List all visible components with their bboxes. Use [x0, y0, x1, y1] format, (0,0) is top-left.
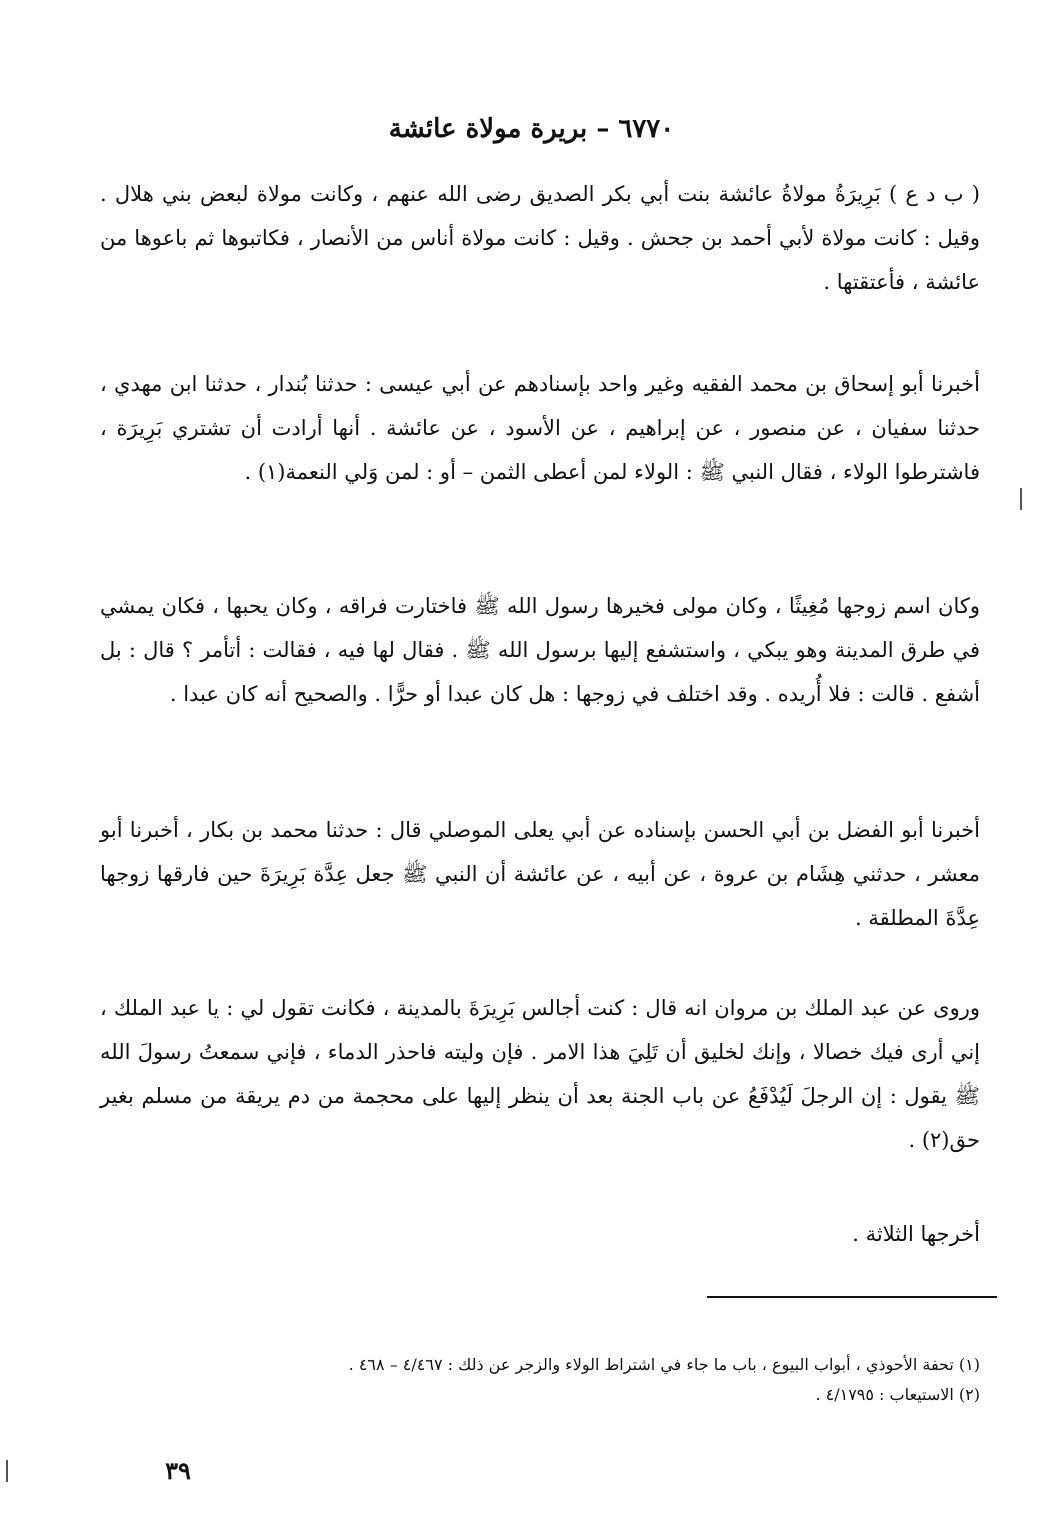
- paragraph-abd-al-malik: وروى عن عبد الملك بن مروان انه قال : كنت أجالس بَرِيرَةَ بالمدينة ، فكانت تقول لي : يا عبد الملك ، إني أرى فيك خصالا ، وإنك لخليق أن تَلِيَ هذا الامر . فإن وليته فاحذر الدماء ، فإني سمعتُ رسولَ الله ﷺ يقول : إن الرجلَ لَيُدْفَعُ عن باب الجنة بعد أن ينظر إليها على محجمة من دم يريقة من مسلم بغير حق(٢) .: [100, 996, 980, 1152]
- paragraph-husband: وكان اسم زوجها مُغِيثًا ، وكان مولى فخيرها رسول الله ﷺ فاختارت فراقه ، وكان يحبها ، فكان يمشي في طرق المدينة وهو يبكي ، واستشفع إليها برسول الله ﷺ . فقال لها فيه ، فقالت : أتأمر ؟ قال : بل أشفع . قالت : فلا أُريده . وقد اختلف في زوجها : هل كان عبدا أو حرًّا . والصحيح أنه كان عبدا .: [100, 594, 980, 706]
- footnote-divider: [707, 1296, 997, 1298]
- page-number: ٣٩: [165, 1456, 191, 1485]
- footnote-1: (١) تحفة الأحوذي ، أبواب البيوع ، باب ما جاء في اشتراط الولاء والزجر عن ذلك : ٤/٤٦٧ – ٤٦٨ .: [348, 1355, 980, 1374]
- paragraph-hadith-wala: أخبرنا أبو إسحاق بن محمد الفقيه وغير واحد بإسنادهم عن أبي عيسى : حدثنا بُندار ، حدثنا ابن مهدي ، حدثنا سفيان ، عن منصور ، عن إبراهيم ، عن الأسود ، عن عائشة . أنها أرادت أن تشتري بَرِيرَة ، فاشترطوا الولاء ، فقال النبي ﷺ : الولاء لمن أعطى الثمن – أو : لمن وَلي النعمة(١) .: [100, 372, 980, 484]
- scan-margin-mark: [6, 1460, 8, 1482]
- scan-margin-mark: [1020, 488, 1022, 510]
- paragraph-hadith-idda: أخبرنا أبو الفضل بن أبي الحسن بإسناده عن أبي يعلى الموصلي قال : حدثنا محمد بن بكار ، أخبرنا أبو معشر ، حدثني هِشَام بن عروة ، عن أبيه ، عن عائشة أن النبي ﷺ جعل عِدَّة بَرِيرَةَ حين فارقها زوجها عِدَّةَ المطلقة .: [100, 818, 980, 930]
- footnote-2: (٢) الاستيعاب : ٤/١٧٩٥ .: [815, 1385, 980, 1404]
- entry-title: ٦٧٧٠ – بريرة مولاة عائشة: [388, 114, 675, 144]
- paragraph-biography: ( ب د ع ) بَرِيرَةُ مولاةُ عائشة بنت أبي بكر الصديق رضى الله عنهم ، وكانت مولاة لبعض بني هلال . وقيل : كانت مولاة لأبي أحمد بن جحش . وقيل : كانت مولاة أناس من الأنصار ، فكاتبوها ثم باعوها من عائشة ، فأعتقتها .: [100, 182, 980, 294]
- paragraph-conclusion: أخرجها الثلاثة .: [852, 1222, 980, 1246]
